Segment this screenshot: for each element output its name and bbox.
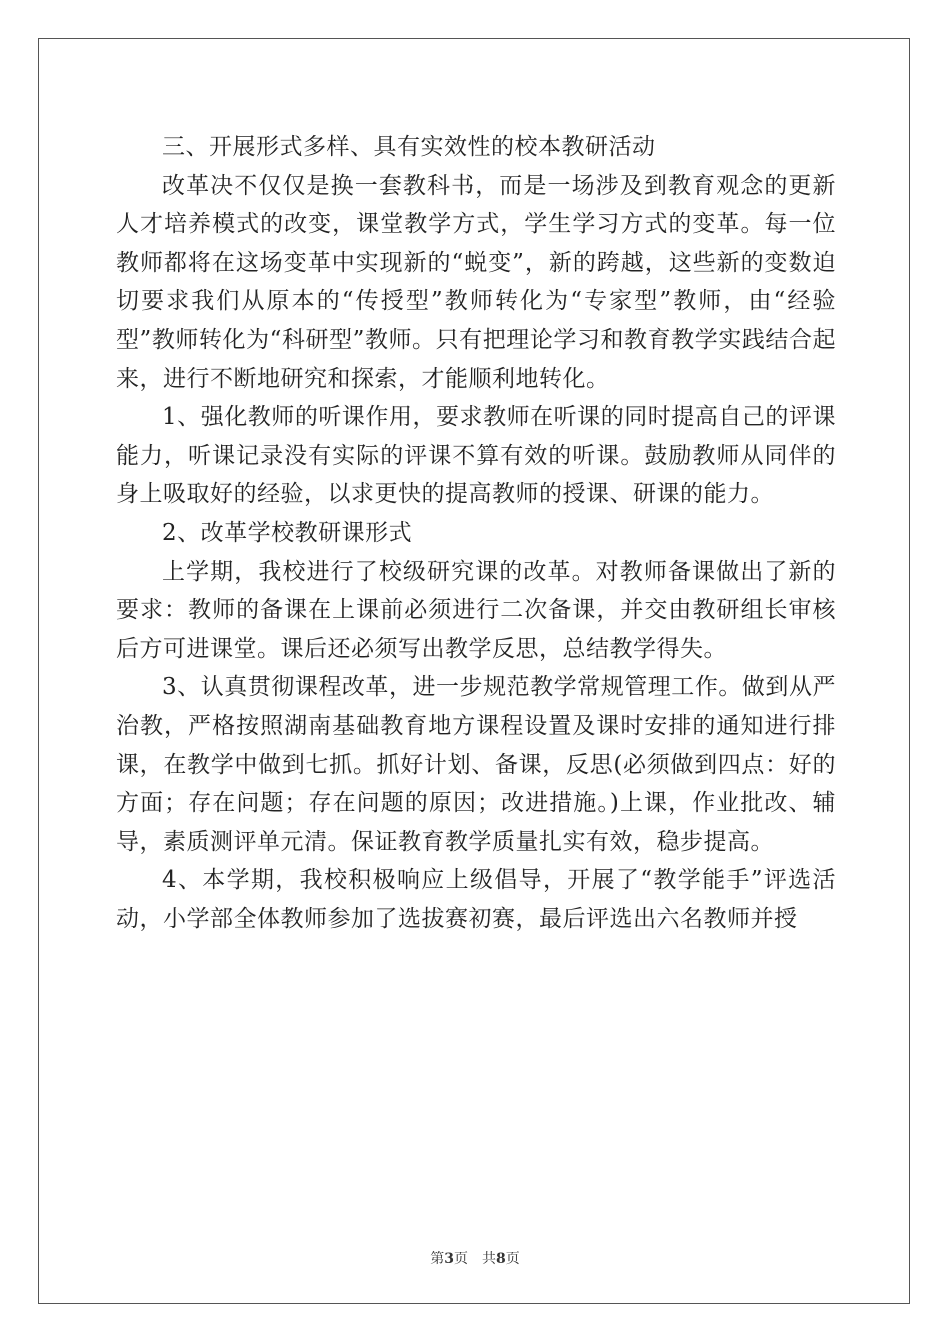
subheading: 2、改革学校教研课形式 — [162, 519, 413, 546]
page-suffix: 页 — [505, 1251, 520, 1267]
total-pages-number: 8 — [496, 1251, 506, 1267]
section-heading: 三、开展形式多样、具有实效性的校本教研活动 — [162, 134, 656, 160]
paragraph: 上学期，我校进行了校级研究课的改革。对教师备课做出了新的要求：教师的备课在上课前必须进行二次备课，并交由教研组长审核后方可进课堂。课后还必须写出教学反思，总结教学得失。 — [116, 558, 836, 662]
page-prefix: 第 — [430, 1251, 445, 1267]
document-body — [116, 128, 836, 938]
paragraph: 改革决不仅仅是换一套教科书，而是一场涉及到教育观念的更新人才培养模式的改变，课堂教学方式，学生学习方式的变革。每一位教师都将在这场变革中实现新的“蜕变”，新的跨越，这些新的变数迫切要求我们从原本的“传授型”教师转化为“专家型”教师，由“经验型”教师转化为“科研型”教师。只有把理论学习和教育教学实践结合起来，进行不断地研究和探索，才能顺利地转化。 — [116, 172, 836, 392]
page-mid: 页 共 — [454, 1251, 496, 1267]
paragraph: 1、强化教师的听课作用，要求教师在听课的同时提高自己的评课能力，听课记录没有实际的评课不算有效的听课。鼓励教师从同伴的身上吸取好的经验，以求更快的提高教师的授课、研课的能力。 — [116, 404, 836, 508]
page-footer — [0, 1248, 950, 1268]
paragraph: 3、认真贯彻课程改革，进一步规范教学常规管理工作。做到从严治教，严格按照湖南基础教育地方课程设置及课时安排的通知进行排课，在教学中做到七抓。抓好计划、备课，反思(必须做到四点：好的方面；存在问题；存在问题的原因；改进措施。)上课，作业批改、辅导，素质测评单元清。保证教育教学质量扎实有效，稳步提高。 — [116, 674, 836, 855]
current-page-number: 3 — [444, 1251, 454, 1267]
paragraph: 4、本学期，我校积极响应上级倡导，开展了“教学能手”评选活动，小学部全体教师参加了选拔赛初赛，最后评选出六名教师并授 — [116, 867, 836, 932]
